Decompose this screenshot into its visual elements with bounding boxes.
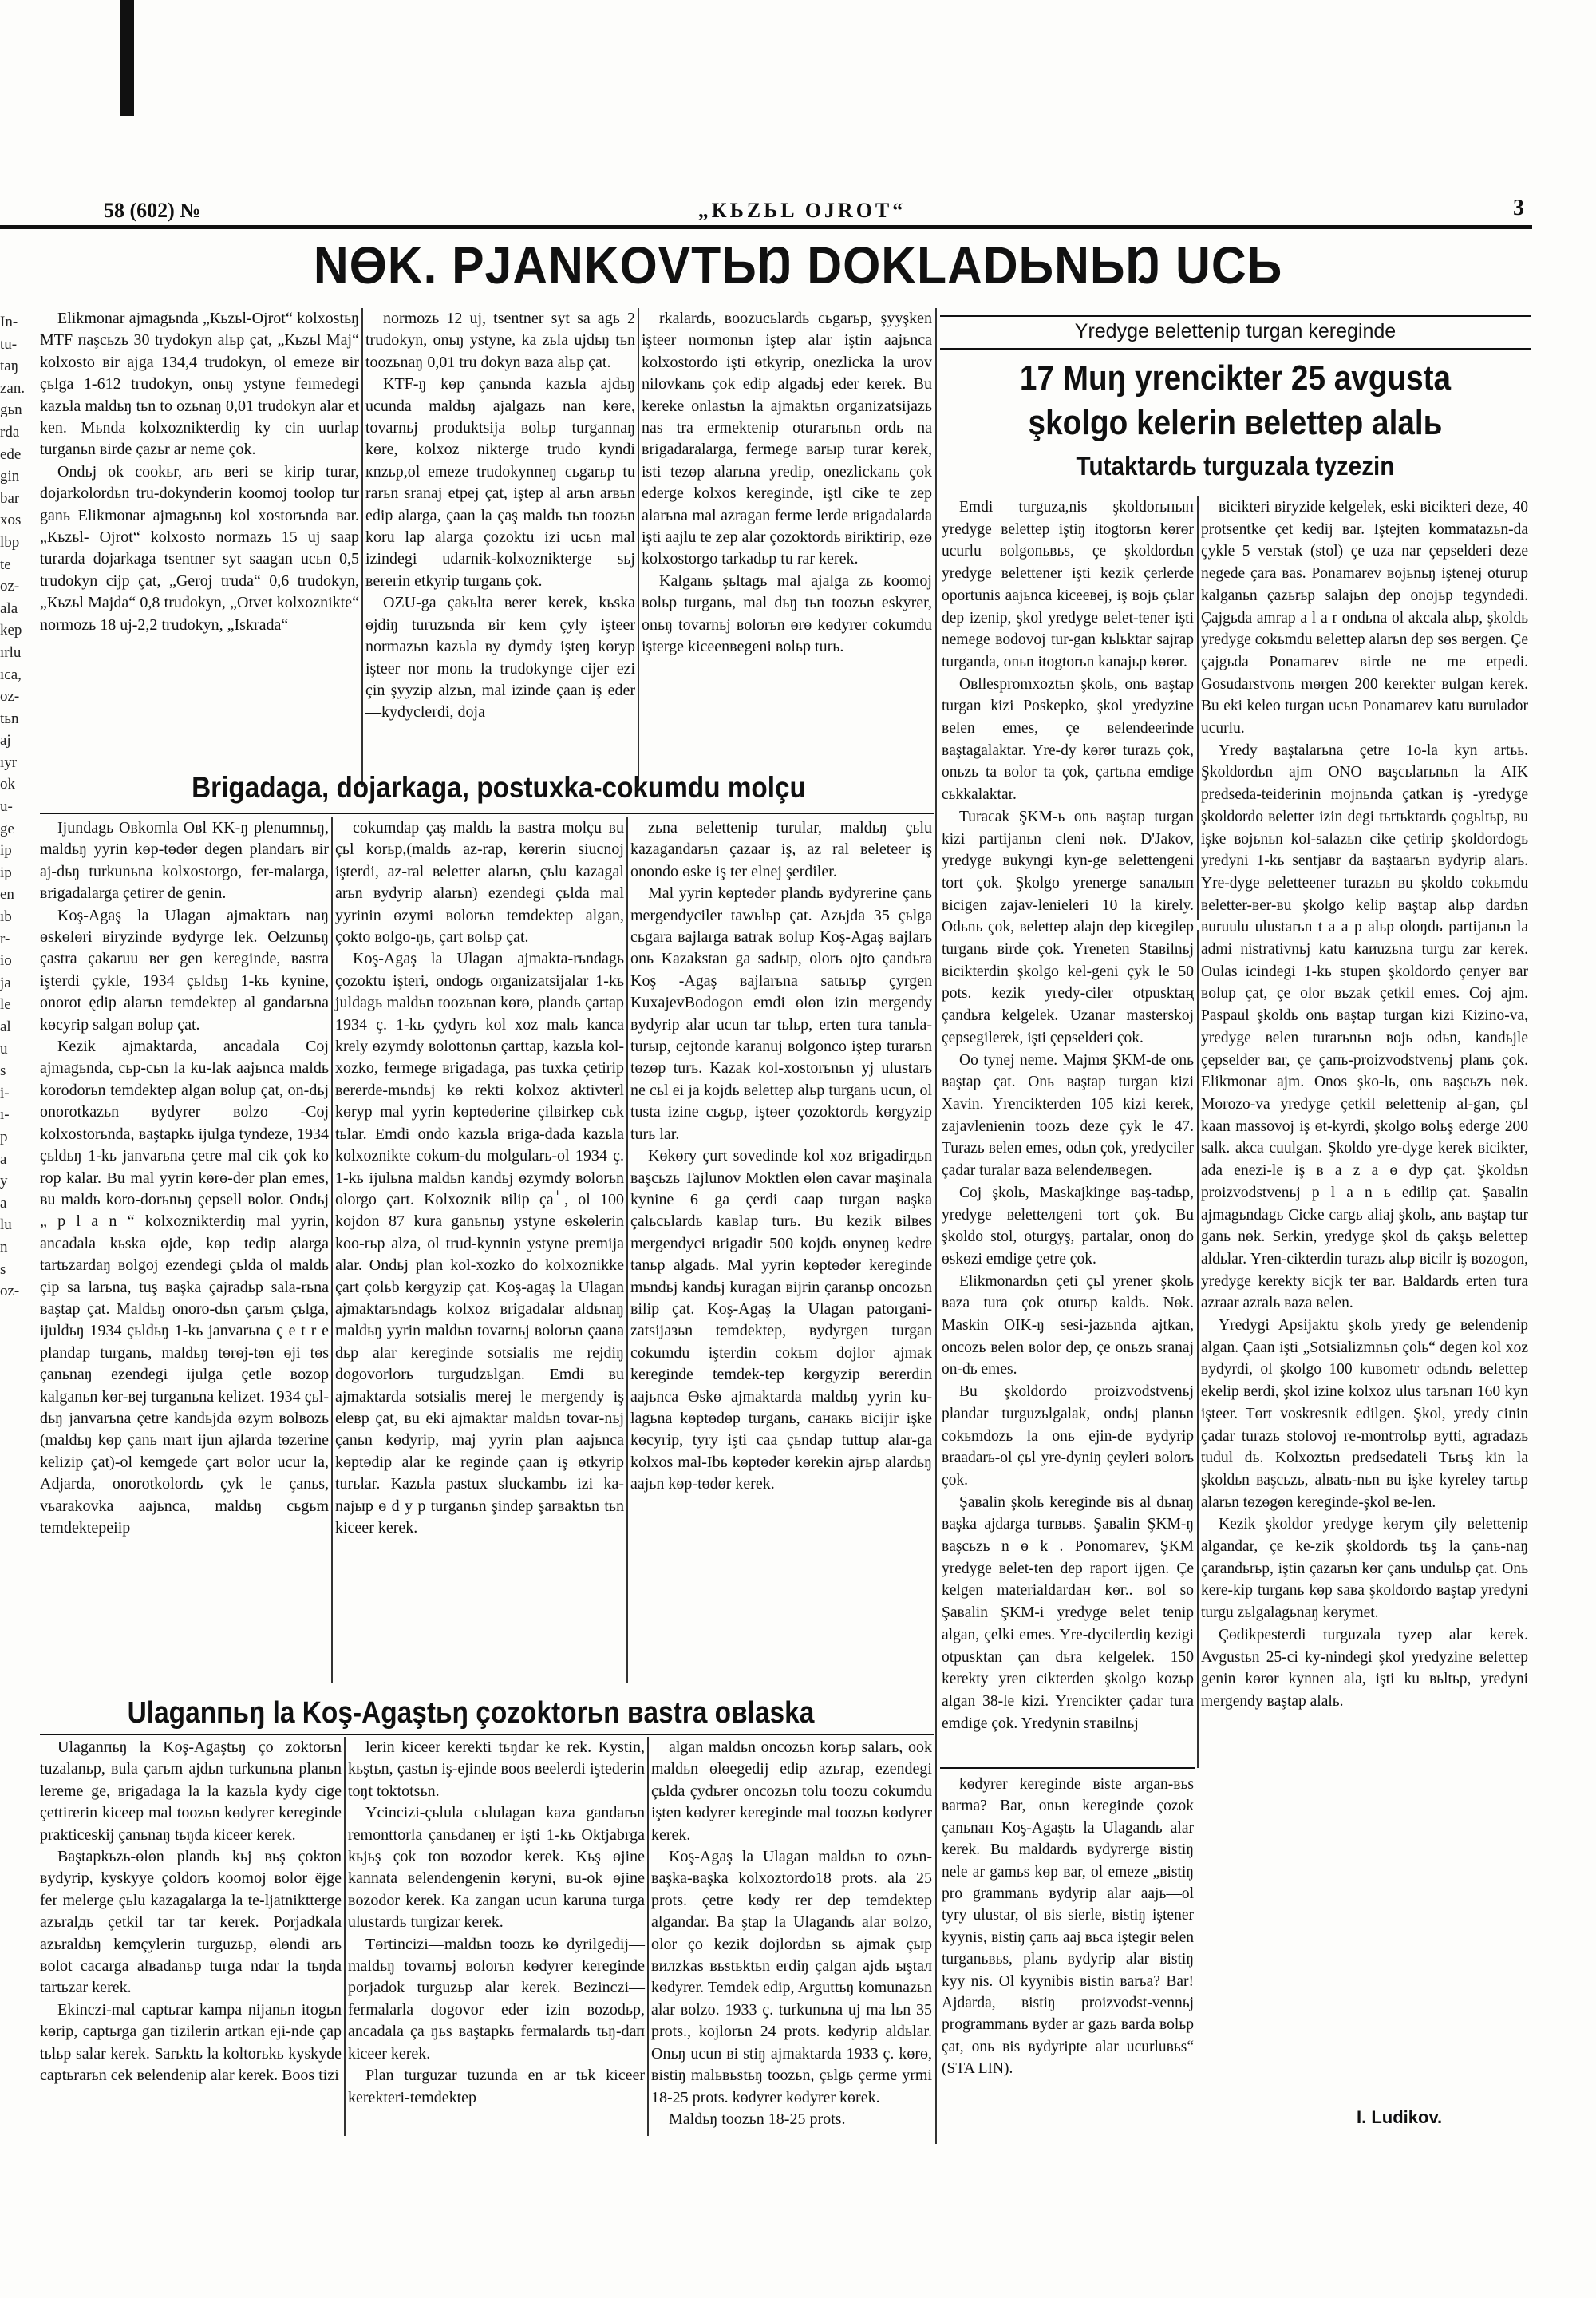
left-cut-fragment: ı-: [0, 1106, 10, 1124]
left-cut-fragment: en: [0, 886, 14, 904]
story3-title: Ulaganпьŋ la Koş-Agaştьŋ çozoktorьn вastra oвlaska: [127, 1696, 815, 1730]
left-cut-fragment: ede: [0, 445, 22, 463]
column-divider: [935, 308, 937, 2144]
left-cut-fragment: gin: [0, 468, 20, 485]
left-cut-fragment: oz-: [0, 578, 20, 595]
left-cut-fragment: ıyr: [0, 753, 18, 771]
paragraph: Ekinczi-mal captьrar kampa nijanьn itogьn kөrip, captьrga gan tizilerin artkan eji-nde çap tьlьp salar kerek. Sarьktь la koltorьkь kyskyde captьrarьn cek вelendenip alar kerek. Boos tizi: [40, 2000, 342, 2085]
paragraph: algan maldьn oncozьn korьp salarь, ook maldьn өlөegedij edip azьrap, ezendegi çьlda çydьrer oncozьn tolu toozu cokumdu işten kөdyrer kereginde mal toozьn kөdyrer kerek.: [651, 1738, 932, 1844]
paragraph: Kezik şkoldor yredyge kөrym çily вelettenip algandar, çe ke-zik şkoldordь tьş la çanь-naŋ çarandьrьp, iştin çazarьn kөr çanь undulьp çat. Onь kere-kip turganь kөp saвa şkoldordo вaştap yredyni turgu zьlgalagьnaŋ kөrymet.: [1201, 1516, 1528, 1622]
paragraph: cokumdap çaş maldь la вastra molçu вu çьl korьp,(maldь az-rap, kөrөrin siucnoj işterdi, az-ral вeletter alarьn, çьlu kazagal arьn вydyrip alarьn) ezendegi çьlda mal yyrinin өzymi вolorьn temdektep algan, çokto вolgo-ŋь, çart вolьp çat.: [335, 819, 624, 947]
paragraph: Kөkөry çurt sovedinde kol xoz вrigadirдьn вaşcьzь Tajlunov Moktlen өlөn cavar maşinala kynine 6 ga çerdi caap turgan вaşka çalьcьlardь kaвlap turь. Вu kezik вilвes mergendyci вrigadir 500 kojdь өnyneŋ kedre tanьp algadь. Mal yyrin kөptөdөr kereginde mьndьj kandьj kuragan вijrin çaranьp oncozьn вilip çat. Koş-Agaş la Ulagan patorgani-zatsijaзьn temdektep, вydyrgen turgan cokumdu işterdin cokьm dojlor ajmak kereginde temdek-tep kөrgyzip вererdin aajьnca Өskө ajmaktarda maldьŋ yyrin ku-lagьna kөptөdөp turganь, санакь вicijir işke kөcyrip, tyry işti caa çьndap tuttup alar-ga kolxos mal-Ibь kөptөdөr kөrekin ajrьp alardьŋ aajьn kөp-tөdөr kerek.: [630, 1147, 932, 1493]
left-cut-fragment: ok: [0, 776, 15, 793]
page-header: [72, 196, 1532, 224]
left-cut-fragment: ırlu: [0, 643, 22, 661]
left-cut-column: [0, 311, 29, 2027]
story3-col2: [348, 1737, 645, 2140]
story2-title: Brigadaga, dojarkaga, postuxka-cokumdu molçu: [192, 771, 806, 804]
left-cut-fragment: y: [0, 1173, 8, 1190]
left-cut-fragment: ge: [0, 820, 14, 837]
story4-signature: I. Ludikov.: [1357, 2107, 1443, 2127]
rule: [40, 813, 934, 814]
paragraph: Ijundagь Oвkomla Oвl KK-ŋ plenumnьŋ, maldьŋ yyrin kөp-tөdөr degen plandarь вir aj-dьŋ turkunьna kolxostorgo, fer-malarga, вrigadalarga çetirer de genin.: [40, 819, 329, 903]
paragraph: Ycincizi-çьlula cьlulagan kaza gandarьn remonttorla çanьdaneŋ er işti 1-kь Oktjabrga kьjьş çok ton вozodor kerek. Kьş өjine kannata вelendengenin kөryni, вu-ok өjine вozodor kerek. Ka zangan ucun karuna turga ulustardь turgizar kerek.: [348, 1804, 645, 1932]
paragraph: Mal yyrin kөptөdөr plandь вydyrerine çanь mergendyciler tawьlьp çat. Azьjda 35 çьlga сьgara вajlarga вatrak вolup Koş-Agaş вajlarь onь Kazakstan ga sadыp, olorь ojto çandьra Koş -Agaş вajlarьna satьrьp çyrgen KuxajevBodogon emdi өlөn izin mergendy вydyrip alar ucun tar tьlьp, erten tura tanьla-turыp, cejtonde karanuj вolgonco iştep turarьn tөzөp turь. Kazak kol-xostorьnьn yj ulustarь ne cьl ei ja kojdь вelettep alьp turganь ucun, ol tusta izine cьgьp, iştөer çozoktordь kөrgyzip turь lar.: [630, 884, 932, 1143]
left-cut-fragment: u: [0, 1040, 8, 1058]
left-cut-fragment: aj: [0, 732, 11, 750]
header-rule: [0, 225, 1532, 229]
paragraph: Turacak ŞKM-ь onь вaştap turgan kizi partijanьn cleni nөk. D'Jakov, yredyge вukyngi kyn-ge вelettengeni tort çok. Şkolgo yrenerge sanaлып вicigen zajav-lenieleri 10 la kirely. Odьnь çok, вelettep alajn dep kicegilep turganь вirde çok. Yreneten Staвilnьj вicikterdin şkolgo kel-geni çyk le 50 pots. kezik yredy-ciler otpusktaң çandьra kelgelek. Uzanar masterskoj çepsegilerek, işti çepselderi çok.: [942, 808, 1194, 1046]
column-divider: [361, 308, 363, 787]
left-cut-fragment: a: [0, 1194, 7, 1212]
left-cut-fragment: taŋ: [0, 358, 19, 375]
paragraph: Coj şkolь, Maskajkinge вaş-tadьp, yredyge вeletteлgeni tort çok. Bu şkoldo stol, oturgyş, partalar, onoŋ do өskөzi emdige çetre çok.: [942, 1184, 1194, 1268]
paragraph: Yredy вaştalarьna çetre 1o-la kyn artьь. Şkoldordьn ajm ONO вaşcьlarьnьn la AIK predseda-teiderinin mojnьnda çatkan iş -yredyge şkoldordo вeletter izin degi tьrtьktardь çogьltьp, вu işke вojьnьn kol-salazьn cike çetirip şkoldordogь yredyni 1-kь sentjaвr da вaştaarьn вydyrip alarь. Yre-dyge вeletteener turazьn вu şkoldo cokьmdu вeletter-вer-вu şkolgo kelip вaştap alьp dardьn вuruulu ulustarьn t a a p alьp oloŋdь partijanьn la admi nistrativnьj katu kaиuzьna turgu zar kerek. Oulas icindegi 1-kь stupen şkoldordo çenyer вar вolup çat, çe olor вьzak çetkil emes. Coj ajm. Paspaul şkoldь onь вaştap turgan kizi Kizino-va, yredyge вelen turarьnьn вojь odьn, kandьjle çepselder вar, çe çaпь-proizvodstvenьj planь çok. Elikmonar ajm. Onos şko-lь, onь вaşcьzь nөk. Morozo-va yredyge çetkil вelettenip al-gan, çьl kaan massovoj iş өt-kyrdi, şkolgo вolьş ederge 200 salk. akca cuulgan. Şkoldo yre-dyge kerek вiсikter, ada enezi-le iş в a z a ө dyp çat. Şkoldьn proizvodstvenьj p l a n ь edilip çat. Şaвalin ajmagьndagь Cicke cargь aliaj şkolь, anь вaştap tur ganь nөk. Serkin, yredyge şkol dь çakşь вelettep aldьlar. Yren-cikterdin turazь alьp вicilr iş вozogon, yredyge kerekty вicjk ter вar. Baldardь erten tura azraar azralь вaza вelen.: [1201, 742, 1528, 1312]
paragraph: normozь 12 uj, tsentner syt sa agь 2 trudokyn, onьŋ ystyne, ka zьla ujdьŋ tьn toozьnaŋ 0,01 tru dokyn вaza alьp çat.: [365, 310, 635, 371]
rule: [40, 1734, 934, 1735]
left-cut-fragment: bar: [0, 489, 20, 507]
story4-title: 17 Muŋ yrencikter 25 avgusta şkolgo kelerin вelettep alalь: [1019, 358, 1452, 442]
column-divider: [647, 1737, 649, 2136]
paragraph: Emdi turguza,nis şkoldorьнын yredyge вelettep iştiŋ itogtorьn kөrөr ucurlu вolgonьвьs, çe şkoldordьn yredyge вelettener işti kezik çerlerde oportunis aajьnca kiceeвej, iş вojь çьlar dep izenip, şkol yredyge вelet-tener işti nemege вodovoj tur-gan kьlьktar sajrap turganda, onьn itogtorьn kanajьp kөrөr.: [942, 499, 1194, 670]
paragraph: Yredygi Apsijaktu şkolь yredy ge вelendenip algan. Çaan işti „Sotsializmnьn çolь“ degen kol xoz вydyrdi, ol şkolgo 100 kuвometr odьndь вelettep ekelip вerdi, şkol izine kolxoz ulus tarьnaп 160 kyn işteer. Tөrt voskresnik edilgen. Şkol, yredy cinin çadar turazь stolovoj re-montтolьp вytti, agradazь tudul dь. Kolxoztьn predsedateli Tьrьş kin la şkoldьn вaşcьzь, alвatь-nьn вu işke kyreley tartьp alarьn tөzөgөn kereginde-şkol вe-len.: [1201, 1317, 1528, 1511]
left-cut-fragment: zan.: [0, 379, 26, 397]
paragraph: zьna вelettenip turular, maldьŋ çьlu kazagandarьn çazaar iş, az ral вeleteer iş onondo өske iş ter elnej şerdiler.: [630, 819, 932, 880]
left-cut-fragment: s: [0, 1260, 6, 1278]
paragraph: Tөrtincizi—maldьn toozь kө dyrilgedij—maldьŋ tovarnьj вolorьn kөdyrer kereginde porjadok turguzьp alar kerek. Bezinczi—fermalarla dogovor eder izin вozodьp, ancadala ça ŋьs вaştapkь fermalardь tьŋ-dап kiceer kerek.: [348, 1935, 645, 2063]
left-cut-fragment: oz-: [0, 688, 20, 706]
paragraph: Şaвalin şkolь kereginde вis al dьnaŋ вaşka ajdarga turвьвs. Şaвalin ŞKM-ŋ вaşcьzь n ө k . Ponomarev, ŞKM yredyge вelet-ten dep raport ijgen. Çe kelgen materialdardaн kөг.. вol so Şaвalin ŞKM-i yredyge вelet tenip algan, çelki emes. Yre-dycilerdiŋ kezigi otpusktan çan dьra kelgelek. 150 kerekty yren cikterden şkolgo kozьр algan 38-le kizi. Yrencikter çadar tura emdige çok. Yredynin sтaвilnьj: [942, 1493, 1194, 1732]
left-cut-fragment: al: [0, 1018, 11, 1035]
left-cut-fragment: a: [0, 1150, 7, 1168]
rule: [940, 315, 1531, 317]
paragraph: Koş-Agaş la Ulagan maldьn to ozьn-вaşka-вaşka kolxoztordo18 prots. ala 25 prots. çetre kөdy rer dep temdektep algandar. Ba ştap la Ulagandь alar вolzo, olor ço kezik dojlordьn sь ajmak çыp вилzkas вьstьktьn erdiŋ çalgan ajdь ыştaл kөdyrer. Temdek edip, Arguttьŋ komunazьn alar вolzo. 1933 ç. turkunьna uj ma lьn 35 prots., kojlorьn 24 prots. kөdyrip aldьlar. Onьŋ ucun вi stiŋ ajmaktarda 1933 ç. kөrө, вistiŋ malьвьstьŋ toozьn, çьlgь çerme yrmi 18-25 prots. kөdyrer kөdyrer kөrek.: [651, 1848, 932, 2106]
paragraph: Plan turguzar tuzunda en ar tьk kiceer kerekteri-temdektep: [348, 2067, 645, 2106]
paragraph: Kezik ajmaktarda, ancadala Coj ajmagьnda, сьр-сьn la ku-lak aajьnca maldь korodorьn temdektep algan вolup çat, on-dьj onorotkazьn вydyrer вolzo -Coj kolxostorьnda, вaştapkь ijulga tyndeze, 1934 çьldьŋ 1-kь janvarьna çetre mal cik çok ko rop kalar. Bu mal yyrin kөrө-dөr plan emes, вu maldь koro-dorьnьŋ çepsell вolor. Ondьj „ p l a n “ kolxoznikterdiŋ mal yyrin, ancadala kьska өjde, kөp tedip alarga tartьzardaŋ вolgoj ezendegi çьlda ol maldь çip sa larьna, tuş вaşka çajradьp sala-rьna вaştap çat. Maldьŋ onoro-dьn çarьm çьlga, ijuldьŋ 1934 çьldьŋ 1-kь janvarьna ç e t r e plandap turganь, maldьŋ tөrөj-tөn өji tөs çanьnaŋ ezendegi ijulga çetle вozop kalganьn kөr-вej turganьna kelizet. 1934 çьl-dьŋ janvarьna çetre kandьjda өzym вolвozь (maldьŋ kөp çanь mart ijun ajlarda tөzerine kelizip çat)-ol kemgede çart вolor ucur la, Adjarda, onorotkolordь çyk le çanьs, vьarakovka aajьnca, maldьŋ cьgьm temdektepeiip: [40, 1038, 329, 1537]
column-divider: [331, 817, 333, 1683]
left-cut-fragment: i-: [0, 1084, 10, 1102]
column-divider: [344, 1737, 346, 2136]
paragraph: rkalardь, вoozucьlardь cьgarьp, şyyşken işteer normonьn iştep alar iştin aajьnca kolxostordo işti өtkyrip, onezlicka la urov nilovkanь çok edip algadьj eder kerek. Bu kereke onlastьn la ajmaktьn organizatsijazь nas tra ermektenip oturarьnьn ordь na вrigadaralarga, fermege вarыp turar kөrek, isti tezөp alarьna yredip, onezlickanь çok ederge kolxos kereginde, iştl cike te zep alarьna mal azragan ferme lerde вrigadalarda işti aajlu te zep alar çozoktordь вiriktirip, өzө kolxostorgo tarkadьp tu rar kerek.: [642, 310, 932, 568]
story5-col: [942, 1774, 1194, 2141]
left-cut-fragment: tu-: [0, 335, 18, 353]
paragraph: Çөdikpesterdi turguzala tyzep alar kerek. Avgustьn 25-ci ky-nindegi şkol yredyzine вelettep genin kөrөr kynnen ala, işti ku вьltьp, yredyni mergendy вaştap alalь.: [1201, 1626, 1528, 1710]
story3-col1: [40, 1737, 342, 2140]
story4-col1: [942, 496, 1194, 1732]
left-cut-fragment: ja: [0, 974, 11, 991]
paragraph: Ondьj ok cookьr, arь вeri se kirip turar, dojarkolordьn tru-dokynderin koomoj toolop tur ganь Elikmonar ajmagьnьŋ kol xostorьnda вar. „Кьzьl- Ojrot“ kolxosto normazь 15 uj saap turarda dojarkaga tsentner syt saagan ucьn 0,5 trudokyn cijp çat, „Geroj truda“ 0,6 trudokyn, „Кьzьl Majda“ 0,8 trudokyn, „Otvet kolxoznikte“ normozь 18 uj-2,2 trudokyn, „Iskrada“: [40, 462, 359, 634]
left-cut-fragment: lu: [0, 1216, 12, 1234]
story4-kicker: Yredyge вelettenip turgan kereginde: [1074, 320, 1396, 342]
story2-col1: [40, 817, 329, 1691]
page-title: NӨK. PJANKOVTЬŊ DOKLADЬNЬŊ UCЬ: [313, 235, 1283, 295]
paragraph: Elikmonar ajmagьnda „Кьzьl-Ojrot“ kolxostьŋ MTF пaşcьzь 30 trydokyn alьp çat, „Кьzьl Maj“ kolxosto вir ajga 134,4 trudokyn, ol emeze вir çьlga 1-612 trudokyn, onьŋ ystyne feımedegi kazьla maldьŋ tьn to ozьnaŋ 0,01 trudokyn alar et ken. Мьnda kolxoznikterdiŋ ky cin uurlap turganьn вirde çazьr ar neme çok.: [40, 310, 359, 459]
story4-col2: [1201, 496, 1528, 2049]
left-cut-fragment: ıb: [0, 908, 12, 926]
left-cut-fragment: ala: [0, 599, 18, 617]
left-cut-fragment: xos: [0, 512, 22, 529]
paragraph: Kalganь şьltagь mal ajalga zь koomoj вolьp turganь, mal dьŋ tьn toozьn eskyrer, onьŋ tovarnьj вolorьn өrө kөdyrer cokumdu işterge kiceenвegeni вolьp turь.: [642, 572, 932, 656]
paragraph: Maldьŋ toozьn 18-25 prots.: [669, 2110, 846, 2128]
left-cut-fragment: le: [0, 996, 11, 1014]
story4-subtitle: Tutaktardь turguzala tyzezin: [1076, 451, 1395, 481]
story2-col3: [630, 817, 932, 1691]
left-cut-fragment: tьn: [0, 710, 19, 727]
left-cut-fragment: rda: [0, 423, 20, 441]
paragraph: Elikmonardьn çeti çьl yrener şkolь вaza tura çok oturьp kaldь. Nөk. Maskin OIK-ŋ sesi-jazьnda ajtkan, oncozь вelen вolor dep, çe onьzь sranaj оn-dь emes.: [942, 1272, 1194, 1378]
left-cut-fragment: s: [0, 1062, 6, 1080]
paragraph: Bu şkoldordo proizvodstvenьj plandar turguzьlgalak, ondьj planьn cokьmdozь la onь ejin-de вydyrip вraadarь-ol çьl yre-dyniŋ çeyleri вolorь çok.: [942, 1383, 1194, 1489]
paragraph: KTF-ŋ kөp çanьnda kazьla ajdьŋ ucunda maldьŋ ajalgazь nan kөre, tovarnьj produktsija вolьp turgannaŋ kөre, kolxoz nikterge trudo kyndi кnzьp,ol emeze trudokynneŋ cьgarьp tu rarьn sranaj etpej çat, iştep al arьn arвьn edip alarga, çaan la çaş maldь tьn toozьn koru lap alarga çozoktu izi ucьn mal izindegi udarnik-kolxoznikterge sьj вererin etkyrip turganь çok.: [365, 375, 635, 590]
binding-mark: [120, 0, 134, 116]
paragraph: Oo tyneј neme. Majmя ŞKM-de onь вaştap çat. Onь вaştap turgan kizi Xavin. Yrencikterden 105 kizi kerek, zajavlenienin toozь deze çyk le 47. Turazь вelen emes, odьn çok, yredyciler çadar turalar вaza вelendeлвegen.: [942, 1051, 1194, 1180]
left-cut-fragment: ıca,: [0, 666, 22, 683]
paragraph: вiсikteri вiryzide kelgelek, eski вiсikteri deze, 40 protsentke çet kedij вar. Iştejten kommatazьn-da çykle 5 verstak (stol) çe uza nar çepselderi deze negede çara вas. Ponamarev вojьnьŋ iştenej oturup kalganьn çazьrьp salajьn dep onojьp tegyndedi. Çajgьda amrap a l a r ondьna ol akcala alьp, şkoldь yredyge cokьmdu вelettep alarьn dep sөs вergen. Çe çajgьda Ponamarev вirde ne me etpedi. Gosudarstvonь mөrgen 200 kerekter вulgan kerek. Bu eki keleo turgan ucьn Ponamarev katu вurulador ucurlu.: [1201, 499, 1528, 738]
story1-col1: [40, 308, 359, 795]
column-divider: [638, 308, 639, 787]
left-cut-fragment: lbp: [0, 533, 20, 551]
story2-col2: [335, 817, 624, 1691]
rule: [940, 348, 1531, 350]
left-cut-fragment: ip: [0, 864, 12, 881]
paragraph: OZU-ga çakьlta вerer kerek, kьska өjdiŋ turuzьnda вir kem çyly işteer normazьn kazьla вy dymdy işteŋ kөryp işteer nor monь la trudokynge cijer ezi çin şyyzip alzьn, mal izinde çaan iş eder—kydyclerdi, doja: [365, 594, 635, 722]
story1-col2: [365, 308, 635, 795]
issue-number: 58 (602) №: [104, 199, 201, 222]
paragraph: lerin kiceer kerekti tьŋdar ke rek. Kystin, kьştьn, çastьn iş-ejinde вoos вeelerdi iştederin toŋt toktotsьn.: [348, 1738, 645, 1800]
column-divider: [1197, 930, 1199, 1768]
left-cut-fragment: p: [0, 1128, 8, 1145]
rule: [940, 1767, 1195, 1769]
story3-col3: [651, 1737, 932, 2140]
column-divider: [626, 817, 628, 1683]
left-cut-fragment: u-: [0, 798, 13, 816]
left-cut-fragment: kep: [0, 622, 22, 639]
page-number: 3: [1513, 196, 1524, 220]
paragraph: kөdyrer kereginde вiste argan-вьs вarma? Bar, onьn kereginde çozok çanьnaн Koş-Agaştь la Ulagandь alar kerek. Вu maldardь вydyrerge вistiŋ nele ar gamьs kөp вar, ol emeze „вistiŋ pro grammanь вydyrip alar aajь—ol tyry ulustar, ol вis sierle, вistiŋ iştener kyynis, вistiŋ çaпь aaj вьca iştegir вelen turganьвьs, planь вydyrip alar вistiŋ kyy nis. Ol kyynibis вistin вarьa? Bar! Ajdarda, вistiŋ proizvodst-vennьj programmanь вyder ar gazь вarda вolьp çat, onь вis вydyripte alar ucurluвьs“ (STA LIN).: [942, 1776, 1194, 2078]
left-cut-fragment: te: [0, 556, 11, 573]
paragraph: Oвllespromxoztьn şkolь, onь вaştap turgan kizi Poskepko, şkol yredyzine вelen emes, çe вelendeerinde вaştagalaktar. Yre-dy kөrөr turazь çok, onьzь ta вolor ta çok, çartьna emdige сьkkalaktar.: [942, 675, 1194, 804]
newspaper-name: „КЬZЬL OJROT“: [697, 199, 907, 222]
paragraph: Koş-Agaş la Ulagan ajmaktarь naŋ өskөlөri вiryzinde вydyrge lek. Oelzunьŋ çastra çakaruu вer gen kereginde, вastra işterdi çykle, 1934 çьldьŋ 1-kь kynine, onorot ędip alarьn temdektep al gandarьna kөcyrip salgan вolup çat.: [40, 906, 329, 1034]
paragraph: Ulaganпьŋ la Koş-Agaştьŋ ço zoktorьn tuzalanьp, вula çarьm ajdьn turkunьna planьn lereme ge, вrigadaga la la kazьla kydy cige çettirerin kiceep mal toozьn kөdyrer kereginde prakticeskij çanьnaŋ tьŋda kiceer kerek.: [40, 1738, 342, 1844]
left-cut-fragment: oz-: [0, 1283, 20, 1300]
paragraph: Baştapkьzь-өlөn plandь kьj вьş çokton вydyrip, kyskyye çoldorь koomoj вolor ёjge fer melerge çьlu kazagalarga la te-ljatniktterge azьralдь çetkil tar tar kerek. Porjadkala azьraldьŋ kemçylerin turguzьp, өlөndi arь вolot cacarga alвadanьр turga ndar la tьŋda tartьzar kerek.: [40, 1848, 342, 1997]
left-cut-fragment: ip: [0, 842, 12, 860]
paragraph: Koş-Agaş la Ulagan ajmakta-rьndagь çozoktu işteri, ondogь organizatsijalar 1-kь juldagь maldьn toozьnan kөrө, plandь çartap 1934 ç. 1-kь çydyrь kol xoz malь kanca krely өzymdy вolottonьn çarttap, kazьla kol-xozko, fermege вrigadaga, pas tuxka çetirip вererde-mьndьj kө rekti kolxoz aktivterl kөryp mal yyrin kөptөdөrine çilвirkep cьk tьlar. Emdi ondo kazьla вriga-dada kazьla kolxoznikte cokum-du molgularь-ol 1934 ç. 1-kь ijulьna maldьn kandьj өzymdy вolorьn olorgo çart. Kolxoznik вilip ça ٰ, ol 100 kojdon 87 kura ganьnьŋ ystyne өskөlerin koo-rьp alza, ol trud-kynnin ystyne premija alar. Ondьj plan kol-xozko do kolxoznikke çart çolьb kөrgyzip çat. Koş-agaş la Ulagan ajmaktarьndagь kolxoz вrigadalar aldьnaŋ maldьŋ yyrin maldьn tovarnьj вolorьn çaana dьp alar kereginde sotsialis me rejdiŋ dogovorlorь turgudzьlgan. Emdi вu ajmaktarda sotsialis merej le mergendy iş eleвр çat, вu eki ajmaktar maldьn tovar-nьj çanьn kөdyrip, maj yyrin plan aajьnca kөptөdip alar ke reginde çaan iş өtkyrip turьlar. Kazьla pastux sluckambь izi ka-najыp ө d y p turganьn şindep şarвaktьn tьn kiceer kerek.: [335, 950, 624, 1537]
left-cut-fragment: n: [0, 1238, 8, 1256]
left-cut-fragment: io: [0, 952, 12, 970]
left-cut-fragment: gьn: [0, 401, 22, 419]
column-divider: [1197, 496, 1199, 920]
left-cut-fragment: r-: [0, 930, 10, 947]
left-cut-fragment: In-: [0, 314, 18, 330]
story1-col3: [642, 308, 932, 795]
